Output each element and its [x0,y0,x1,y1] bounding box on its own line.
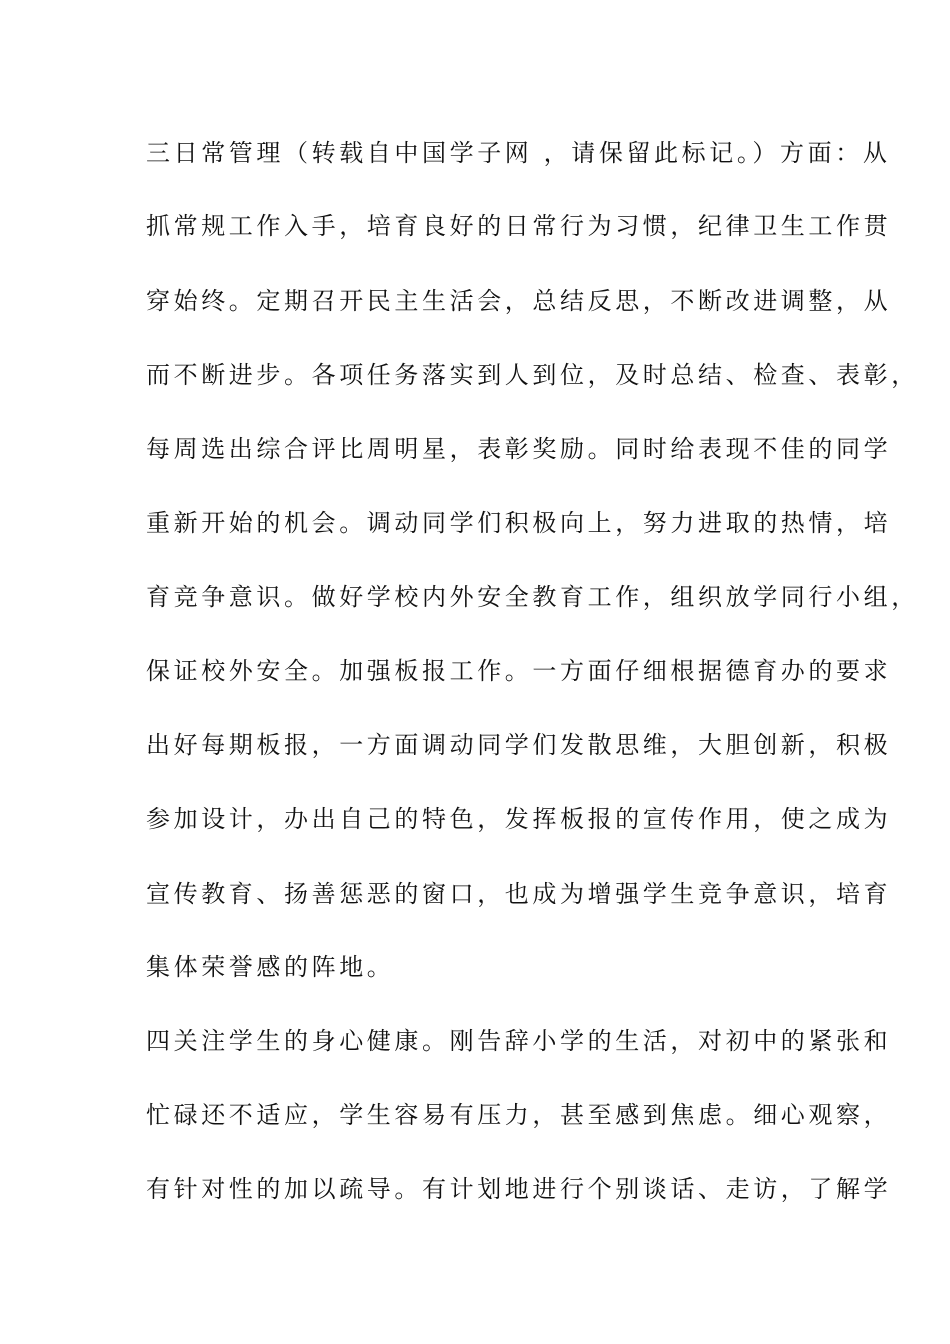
text-line: 忙碌还不适应，学生容易有压力，甚至感到焦虑。细心观察， [146,1101,892,1129]
text-line: 而不断进步。各项任务落实到人到位，及时总结、检查、表彰， [146,361,919,389]
text-line: 穿始终。定期召开民主生活会，总结反思，不断改进调整，从 [146,287,892,315]
text-line: 保证校外安全。加强板报工作。一方面仔细根据德育办的要求 [146,657,892,685]
text-line: 有针对性的加以疏导。有计划地进行个别谈话、走访，了解学 [146,1175,892,1203]
text-line: 重新开始的机会。调动同学们积极向上，努力进取的热情，培 [146,509,892,537]
text-line: 参加设计，办出自己的特色，发挥板报的宣传作用，使之成为 [146,805,892,833]
text-line: 四关注学生的身心健康。刚告辞小学的生活，对初中的紧张和 [146,1027,892,1055]
text-line: 集体荣誉感的阵地。 [146,953,395,981]
text-line: 出好每期板报，一方面调动同学们发散思维，大胆创新，积极 [146,731,892,759]
text-line: 宣传教育、扬善惩恶的窗口，也成为增强学生竞争意识，培育 [146,880,892,908]
text-line: 抓常规工作入手，培育良好的日常行为习惯，纪律卫生工作贯 [146,212,892,240]
text-line: 每周选出综合评比周明星，表彰奖励。同时给表现不佳的同学 [146,435,892,463]
text-line: 育竞争意识。做好学校内外安全教育工作，组织放学同行小组， [146,583,919,611]
text-line: 三日常管理（转载自中国学子网 ，请保留此标记。）方面：从 [146,139,891,167]
